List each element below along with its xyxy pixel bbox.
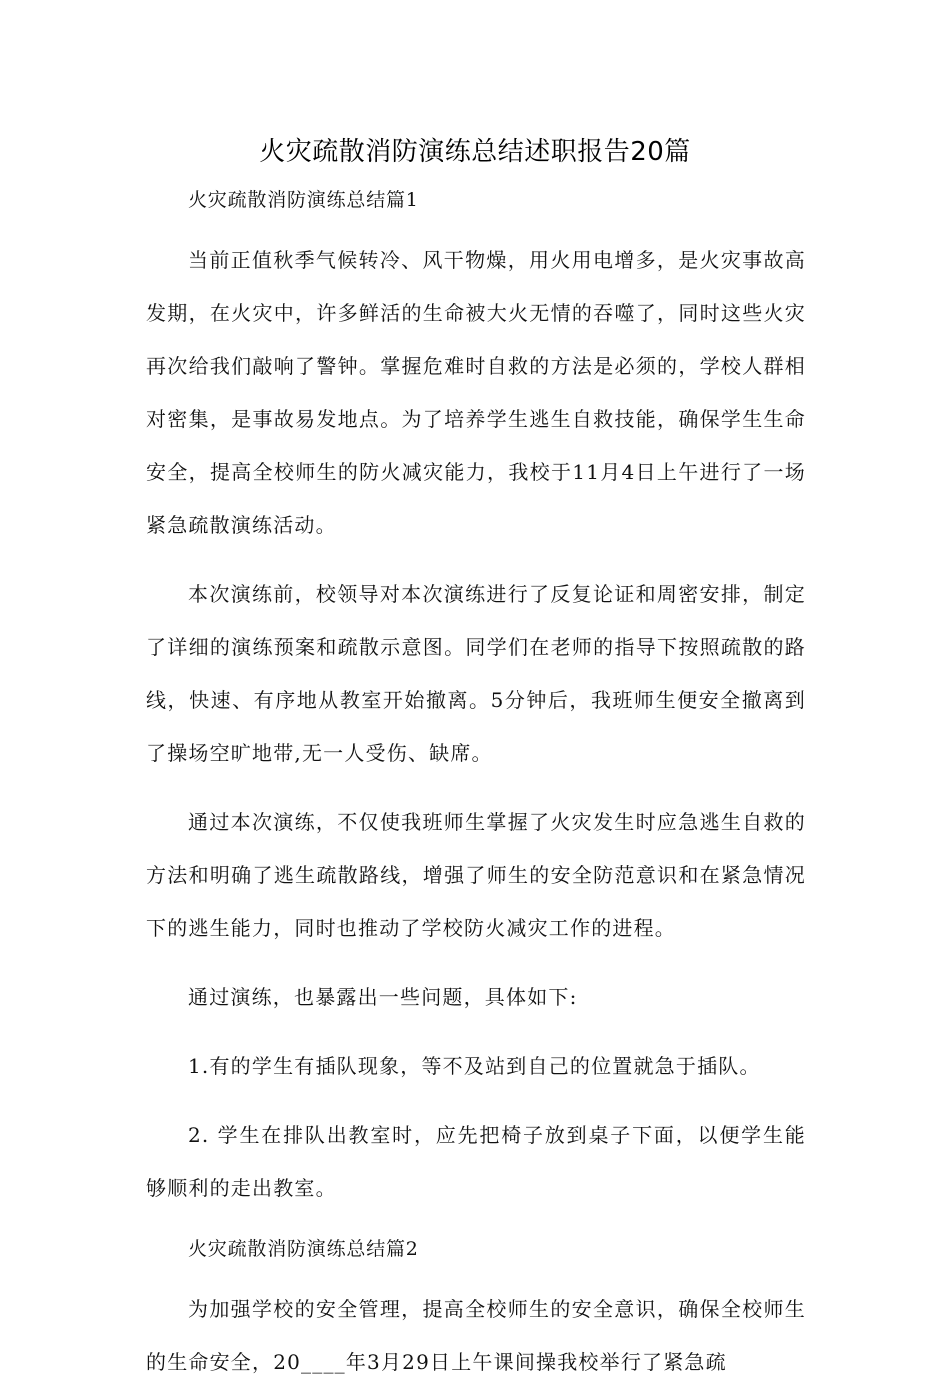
section-heading-1: 火灾疏散消防演练总结篇1 <box>188 189 419 211</box>
problems-intro: 通过演练，也暴露出一些问题，具体如下: <box>188 985 578 1009</box>
paragraph-outcome: 通过本次演练，不仅使我班师生掌握了火灾发生时应急逃生自救的方法和明确了逃生疏散路线，增强了师生的安全防范意识和在紧急情况下的逃生能力，同时也推动了学校防火减灾工作的进程。 <box>146 810 806 940</box>
document-title: 火灾疏散消防演练总结述职报告20篇 <box>259 137 691 167</box>
paragraph-preparation: 本次演练前，校领导对本次演练进行了反复论证和周密安排，制定了详细的演练预案和疏散示意图。同学们在老师的指导下按照疏散的路线，快速、有序地从教室开始撤离。5分钟后，我班师生便安全撤离到了操场空旷地带,无一人受伤、缺席。 <box>146 582 806 765</box>
paragraph-background: 当前正值秋季气候转冷、风干物燥，用火用电增多，是火灾事故高发期，在火灾中，许多鲜活的生命被大火无情的吞噬了，同时这些火灾再次给我们敲响了警钟。掌握危难时自救的方法是必须的，学校人群相对密集，是事故易发地点。为了培养学生逃生自救技能，确保学生生命安全，提高全校师生的防火减灾能力，我校于11月4日上午进行了一场紧急疏散演练活动。 <box>146 248 806 537</box>
section-heading-2: 火灾疏散消防演练总结篇2 <box>188 1238 419 1260</box>
document-body <box>146 182 806 1389</box>
section2-paragraph: 为加强学校的安全管理，提高全校师生的安全意识，确保全校师生的生命安全，20____年3月29日上午课间操我校举行了紧急疏 <box>146 1297 806 1374</box>
problem-item-1: 1.有的学生有插队现象，等不及站到自己的位置就急于插队。 <box>188 1054 761 1078</box>
problem-item-2: 2. 学生在排队出教室时，应先把椅子放到桌子下面，以便学生能够顺利的走出教室。 <box>146 1123 806 1200</box>
